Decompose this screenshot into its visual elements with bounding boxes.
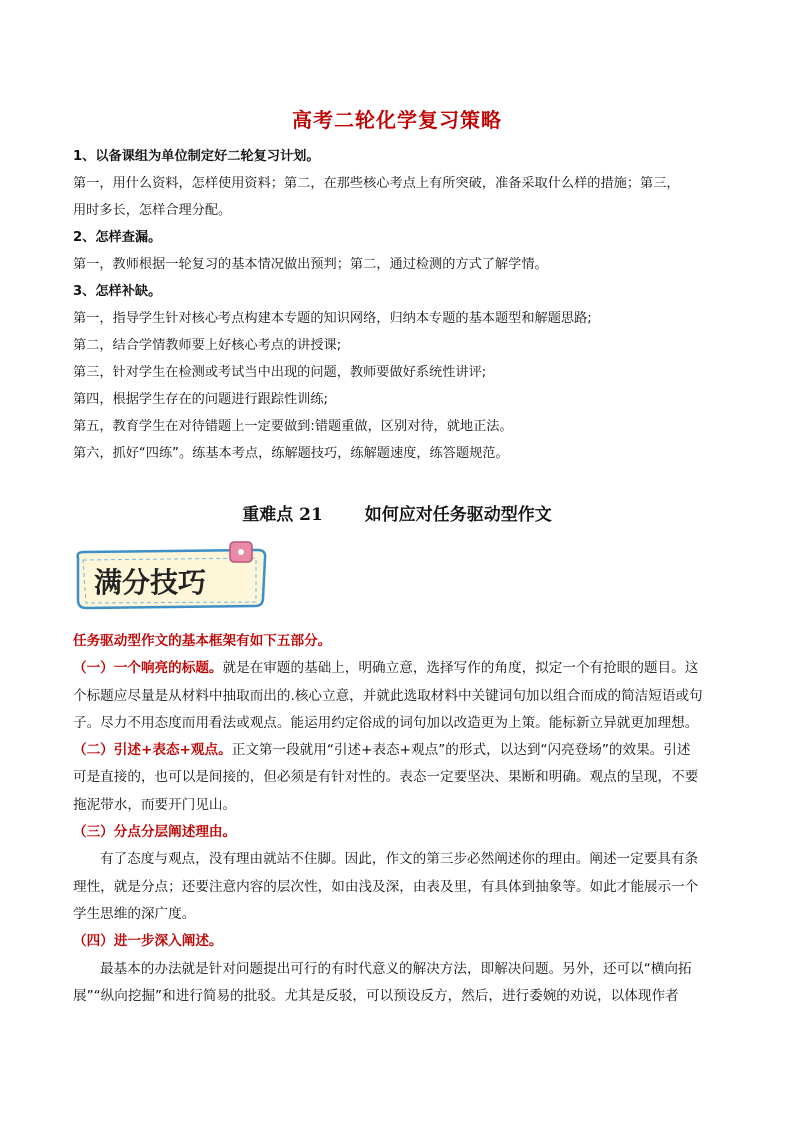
point-3-label: （三）分点分层阐述理由。 — [73, 824, 237, 841]
point-1-label: （一）一个响亮的标题。 — [73, 660, 223, 677]
heading-2: 2、怎样查漏。 — [73, 230, 162, 245]
tips-banner — [70, 540, 270, 615]
heading-number: 重难点 21 — [242, 505, 323, 525]
banner-graphic — [70, 540, 270, 615]
framework-section — [73, 628, 723, 1010]
paragraph-1b: 用时多长，怎样合理分配。 — [73, 203, 232, 218]
page-title: 高考二轮化学复习策略 — [292, 108, 502, 132]
intro-line: 任务驱动型作文的基本框架有如下五部分。 — [73, 633, 332, 649]
heading-1: 1、以备课组为单位制定好二轮复习计划。 — [73, 149, 320, 164]
paragraph-1a: 第一，用什么资料，怎样使用资料；第二，在那些核心考点上有所突破，准备采取什么样的措施；第三， — [73, 176, 680, 191]
list-item: 第六，抓好“四练”。练基本考点，练解题技巧，练解题速度，练答题规范。 — [73, 446, 509, 461]
point-2-label: （二）引述+表态+观点。 — [73, 742, 232, 759]
point-2-line3: 拖泥带水，而要开门见山。 — [73, 796, 237, 813]
point-3-line1: 有了态度与观点，没有理由就站不住脚。因此，作文的第三步必然阐述你的理由。阐述一定要具有条 — [100, 851, 699, 868]
list-item: 第一，指导学生针对核心考点构建本专题的知识网络，归纳本专题的基本题型和解题思路; — [73, 311, 592, 326]
section-heading-21 — [0, 500, 794, 525]
point-3-line3: 学生思维的深广度。 — [73, 905, 196, 922]
point-4-line2: 展”“纵向挖掘”和进行简易的批驳。尤其是反驳，可以预设反方，然后，进行委婉的劝说，以体现作者 — [73, 987, 679, 1004]
strategy-section — [73, 143, 723, 467]
list-item: 第三，针对学生在检测或考试当中出现的问题，教师要做好系统性讲评; — [73, 365, 487, 380]
heading-3: 3、怎样补缺。 — [73, 284, 162, 299]
point-3-line2: 理性，就是分点；还要注意内容的层次性，如由浅及深，由表及里，有具体到抽象等。如此才能展示一个 — [73, 878, 699, 895]
point-1-text: 就是在审题的基础上，明确立意，选择写作的角度，拟定一个有抢眼的题目。这 — [222, 660, 699, 677]
point-4-label: （四）进一步深入阐述。 — [73, 933, 223, 950]
list-item: 第二，结合学情教师要上好核心考点的讲授课; — [73, 338, 342, 353]
paperclip-icon — [230, 542, 252, 562]
list-item: 第四，根据学生存在的问题进行跟踪性训练; — [73, 392, 329, 407]
list-item: 第五，教育学生在对待错题上一定要做到:错题重做，区别对待，就地正法。 — [73, 419, 513, 434]
heading-text: 如何应对任务驱动型作文 — [364, 505, 552, 525]
point-4-line1: 最基本的办法就是针对问题提出可行的有时代意义的解决方法，即解决问题。另外，还可以“横向拓 — [100, 960, 692, 977]
point-1-line2: 个标题应尽量是从材料中抽取而出的.核心立意，并就此选取材料中关键词句加以组合而成的简洁短语或句 — [73, 687, 703, 704]
point-2-text: 正文第一段就用“引述+表态+观点”的形式，以达到“闪亮登场”的效果。引述 — [231, 742, 691, 759]
point-1-line3: 子。尽力不用态度而用看法或观点。能运用约定俗成的词句加以改造更为上策。能标新立异就更加理想。 — [73, 714, 699, 731]
paragraph-2: 第一，教师根据一轮复习的基本情况做出预判；第二，通过检测的方式了解学情。 — [73, 257, 548, 272]
point-2-line2: 可是直接的，也可以是间接的，但必须是有针对性的。表态一定要坚决、果断和明确。观点的呈现，不要 — [73, 769, 699, 786]
banner-text: 满分技巧 — [94, 566, 207, 599]
